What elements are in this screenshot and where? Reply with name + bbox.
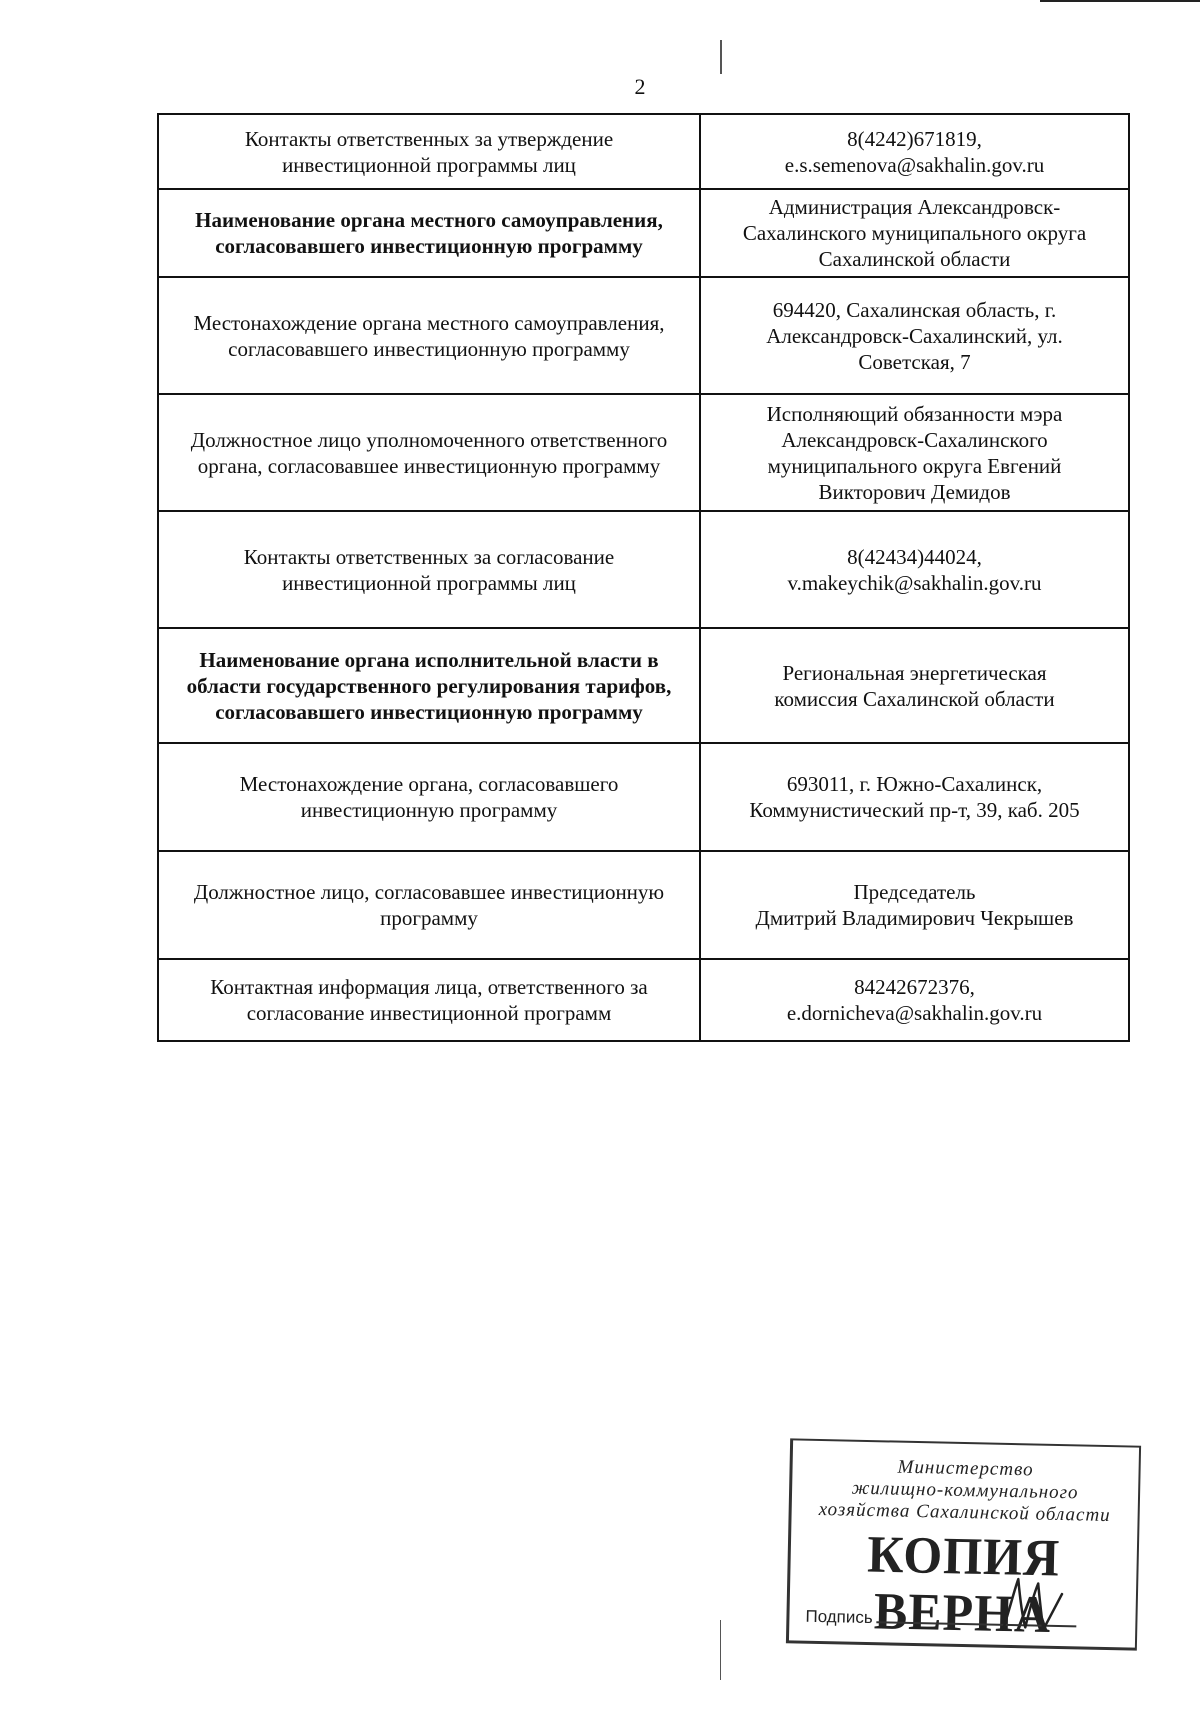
table-row: [158, 277, 1129, 394]
row-value: [700, 959, 1129, 1041]
row-value: [700, 189, 1129, 277]
row-label: Контакты ответственных за согласование инвестиционной программы лиц: [158, 511, 700, 628]
value-line: комиссия Сахалинской области: [774, 686, 1055, 711]
value-line: Исполняющий обязанности мэра: [766, 401, 1063, 426]
info-table: [157, 113, 1130, 1042]
table-row: [158, 743, 1129, 851]
row-label: Контактная информация лица, ответственного за согласование инвестиционной программ: [158, 959, 700, 1041]
table-row: [158, 851, 1129, 959]
stamp-line-region: хозяйства Сахалинской области: [818, 1498, 1111, 1527]
scan-edge-line: [1040, 0, 1200, 2]
row-value: [700, 114, 1129, 189]
value-line: e.dornicheva@sakhalin.gov.ru: [786, 1001, 1043, 1025]
table-row: [158, 114, 1129, 189]
row-value: [700, 277, 1129, 394]
table-row: [158, 189, 1129, 277]
row-label: Наименование органа исполнительной власти в области государственного регулирования тарифов, согласовавшего инвестиционную программу: [158, 628, 700, 743]
value-line: Коммунистический пр-т, 39, каб. 205: [749, 798, 1080, 822]
row-label: Должностное лицо уполномоченного ответственного органа, согласовавшее инвестиционную программу: [158, 394, 700, 511]
page-number: 2: [634, 74, 646, 99]
row-label: Контакты ответственных за утверждение инвестиционной программы лиц: [158, 114, 700, 189]
value-line: 8(4242)671819,: [847, 126, 982, 151]
table-row: [158, 394, 1129, 511]
row-value: [700, 851, 1129, 959]
value-line: Викторович Демидов: [818, 479, 1011, 504]
stamp-line-department: жилищно-коммунального: [851, 1477, 1079, 1504]
value-line: Сахалинского муниципального округа: [742, 221, 1087, 245]
value-line: 84242672376,: [854, 975, 975, 999]
stamp-line-ministry: Министерство: [897, 1456, 1034, 1481]
scan-mark: [720, 40, 722, 74]
value-line: Администрация Александровск-: [768, 195, 1061, 219]
value-line: Сахалинской области: [818, 247, 1011, 271]
value-line: муниципального округа Евгений: [767, 453, 1062, 478]
stamp-main-text: КОПИЯ ВЕРНА: [866, 1524, 1061, 1644]
row-value: [700, 628, 1129, 743]
value-line: 8(42434)44024,: [847, 544, 982, 569]
table-row: [158, 511, 1129, 628]
value-line: Региональная энергетическая: [782, 660, 1047, 685]
row-value: [700, 394, 1129, 511]
row-value: [700, 511, 1129, 628]
row-label: Наименование органа местного самоуправления, согласовавшего инвестиционную программу: [158, 189, 700, 277]
value-line: Дмитрий Владимирович Чекрышев: [755, 906, 1074, 930]
table-row: [158, 959, 1129, 1041]
value-line: e.s.semenova@sakhalin.gov.ru: [784, 152, 1045, 177]
table-row: [158, 628, 1129, 743]
certified-copy-stamp: [786, 1438, 1141, 1650]
signature-label: Подпись: [805, 1606, 873, 1628]
row-label: Местонахождение органа, согласовавшего инвестиционную программу: [158, 743, 700, 851]
value-line: 694420, Сахалинская область, г.: [772, 297, 1057, 322]
scan-mark: [720, 1620, 721, 1680]
value-line: Председатель: [853, 880, 976, 904]
row-value: [700, 743, 1129, 851]
value-line: Александровск-Сахалинский, ул.: [766, 323, 1063, 348]
value-line: 693011, г. Южно-Сахалинск,: [786, 772, 1043, 796]
handwritten-signature-icon: [995, 1569, 1066, 1640]
row-label: Должностное лицо, согласовавшее инвестиционную программу: [158, 851, 700, 959]
value-line: Советская, 7: [858, 349, 971, 374]
row-label: Местонахождение органа местного самоуправления, согласовавшего инвестиционную программу: [158, 277, 700, 394]
value-line: v.makeychik@sakhalin.gov.ru: [787, 570, 1042, 595]
value-line: Александровск-Сахалинского: [781, 427, 1048, 452]
